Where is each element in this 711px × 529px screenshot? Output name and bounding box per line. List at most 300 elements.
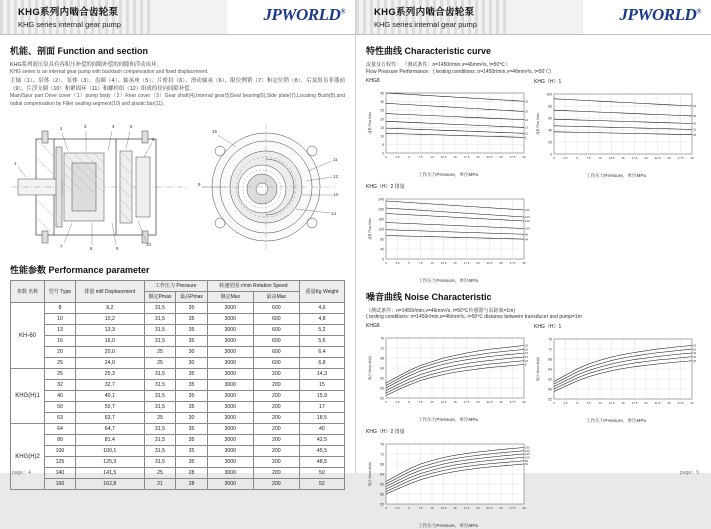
svg-text:50: 50 [693,347,697,352]
cell-p2: 28 [176,468,208,479]
svg-text:125: 125 [525,219,530,224]
svg-text:16: 16 [525,351,529,356]
svg-text:10: 10 [525,131,529,136]
th-displacement: 排量 ml/l Displacement [75,281,144,303]
svg-text:1: 1 [14,161,17,167]
svg-text:20: 20 [476,506,480,510]
chart-xlabel: 工作压力Pressure，单位MPa [586,418,646,423]
svg-text:10: 10 [430,261,434,265]
cell-p2: 35 [176,402,208,413]
chart-KHG(H)1-noise [534,323,698,424]
svg-text:60: 60 [380,376,384,381]
svg-text:100: 100 [525,455,530,460]
svg-text:76: 76 [380,336,384,341]
cell-series: KH-60 [11,303,45,369]
cell-n1: 3000 [207,358,253,369]
cell-n2: 600 [253,325,299,336]
th-pressure-rated: 额定Pmax [144,292,176,303]
left-page-body [0,35,355,490]
svg-text:25: 25 [693,358,697,363]
svg-text:10: 10 [525,358,529,363]
table-row [11,325,345,336]
cell-n2: 200 [253,424,299,435]
svg-text:40: 40 [548,128,552,133]
th-speed-rated: 额定Max [207,292,253,303]
svg-text:5: 5 [130,124,133,130]
svg-text:12.5: 12.5 [440,400,447,404]
svg-text:100: 100 [525,226,530,231]
cell-w: 6,8 [299,358,344,369]
cell-n2: 600 [253,358,299,369]
cell-n1: 3000 [207,325,253,336]
cell-disp: 81,4 [75,435,144,446]
chart-KHG(H)2-noise [366,428,530,529]
svg-text:10: 10 [430,506,434,510]
cell-n1: 3000 [207,446,253,457]
svg-text:50: 50 [693,114,697,119]
table-row [11,402,345,413]
cell-type: 25 [45,358,76,369]
svg-text:64: 64 [525,237,529,242]
svg-text:68: 68 [380,356,384,361]
flow-condition-en: Flow Pressure Performance：( testing conditions: n=1450r/min,v=46mm²/s, t=50℃) [366,69,551,75]
svg-text:27.5: 27.5 [509,506,516,510]
svg-text:0: 0 [385,400,387,404]
svg-text:14: 14 [331,211,336,217]
svg-text:2.5: 2.5 [563,401,568,405]
performance-parameter-table [10,280,345,490]
th-weight: 重量Kg Weight [299,281,344,303]
svg-text:15: 15 [621,401,625,405]
chart-xlabel: 工作压力Pressure，单位MPa [586,173,646,178]
svg-text:10: 10 [430,400,434,404]
chart-title: KHG（H）1 [534,79,562,85]
svg-text:52: 52 [380,502,384,507]
brand-logo [263,5,345,25]
section-title-noise: 噪音曲线 Noise Characteristic [366,292,492,302]
svg-text:22.5: 22.5 [486,506,493,510]
cell-disp: 32,7 [75,380,144,391]
svg-text:15: 15 [453,261,457,265]
svg-text:56: 56 [380,492,384,497]
cell-n1: 3000 [207,413,253,424]
technical-drawing-area [10,113,345,261]
chart-title: KHG8 [366,78,380,84]
svg-text:25: 25 [693,132,697,137]
svg-text:76: 76 [380,442,384,447]
cell-type: 16 [45,336,76,347]
svg-text:5: 5 [408,155,410,159]
th-speed-max: 最高Max [253,292,299,303]
cell-p1: 31,5 [144,402,176,413]
cell-n1: 3000 [207,369,253,380]
section-title-function: 机能、剖面 Function and section [10,46,149,56]
header-title-en: KHG series internal gear pump [18,20,121,29]
svg-text:20: 20 [644,401,648,405]
svg-text:12.5: 12.5 [440,506,447,510]
brand-text-right: JPWORLD [619,5,697,24]
svg-text:64: 64 [525,462,529,467]
cell-n1: 3000 [207,435,253,446]
noise-condition-en: ( testing conditions: n=1450r/min,v=46mm²/s, t=50℃ distance between transducer and pump=1m [366,314,582,320]
paragraph-3: 主轴（1）、泵体（2）、泵体（3）、齿圈（4）、轴承座（5）、片密封（6）、滑动轴承（6）、限位例销（7）和定位销（8），后及组另非器前（9），片浮支圈（10）和紧固环（11）和螺栓组（12）组成的径向间隙补偿。 [10,77,345,92]
header-title-block-right [374,4,477,29]
svg-text:30: 30 [522,506,526,510]
svg-text:25: 25 [499,155,503,159]
cell-n1: 3000 [207,303,253,314]
cell-disp: 13,3 [75,325,144,336]
cell-type: 140 [45,468,76,479]
svg-text:27.5: 27.5 [509,400,516,404]
cell-type: 20 [45,347,76,358]
cell-disp: 25,3 [75,369,144,380]
cell-n1: 3000 [207,380,253,391]
cell-type: 125 [45,457,76,468]
svg-text:140: 140 [525,448,530,453]
svg-text:140: 140 [525,215,530,220]
svg-text:5: 5 [382,143,384,148]
svg-text:10: 10 [598,156,602,160]
chart-title: KHG（H）1 [534,324,562,330]
th-pressure: 工作压力 Pressure [144,281,207,292]
th-type: 型号 Type [45,281,76,303]
svg-text:68: 68 [548,357,552,362]
svg-text:35: 35 [380,91,384,96]
cell-p2: 35 [176,369,208,380]
cell-type: 63 [45,413,76,424]
cell-type: 64 [45,424,76,435]
svg-text:9: 9 [198,182,201,188]
svg-text:30: 30 [522,155,526,159]
cell-p2: 35 [176,336,208,347]
svg-text:120: 120 [378,227,384,232]
cell-p2: 35 [176,424,208,435]
svg-text:20: 20 [380,117,384,122]
chart-svg [366,191,530,277]
cell-w: 15 [299,380,344,391]
svg-text:15: 15 [380,125,384,130]
chart-xlabel: 工作压力Pressure，单位MPa [418,172,478,177]
table-header-row-1 [11,281,345,292]
chart-KHG8-noise [366,323,530,424]
svg-text:25: 25 [499,400,503,404]
svg-text:5: 5 [576,156,578,160]
table-row [11,468,345,479]
chart-svg [534,86,698,172]
table-row [11,457,345,468]
flow-charts-grid [366,78,701,284]
chart-title: KHG（H）2 排量 [366,184,405,190]
brand-logo-right [619,5,701,25]
svg-text:5: 5 [408,400,410,404]
cell-n2: 600 [253,347,299,358]
cell-p2: 35 [176,446,208,457]
svg-text:17.5: 17.5 [463,155,470,159]
table-row [11,413,345,424]
svg-text:2: 2 [60,126,63,132]
cell-disp: 100,1 [75,446,144,457]
cell-w: 45,5 [299,446,344,457]
cell-n1: 3000 [207,314,253,325]
chart-xlabel: 工作压力Pressure，单位MPa [418,417,478,422]
svg-text:56: 56 [548,387,552,392]
cell-w: 50 [299,468,344,479]
cell-p1: 31,5 [144,336,176,347]
svg-text:17.5: 17.5 [631,156,638,160]
svg-text:12.5: 12.5 [608,401,615,405]
cell-w: 4,8 [299,314,344,325]
svg-text:13: 13 [525,125,529,130]
svg-text:25: 25 [667,401,671,405]
svg-text:52: 52 [380,396,384,401]
svg-text:噪音 Noise db(A): 噪音 Noise db(A) [536,356,540,382]
cell-type: 13 [45,325,76,336]
svg-text:27.5: 27.5 [677,156,684,160]
svg-text:60: 60 [548,377,552,382]
right-page-header [356,0,711,35]
svg-text:15: 15 [453,506,457,510]
svg-text:6: 6 [152,137,155,143]
svg-text:20: 20 [476,400,480,404]
svg-text:10: 10 [598,401,602,405]
svg-text:64: 64 [380,472,384,477]
cell-p1: 31,5 [144,303,176,314]
cell-w: 48,5 [299,457,344,468]
flow-condition-cn: 流量及方程性： （测试条件：n=1450r/min,v=46mm²/s, t=50℃） [366,62,510,68]
table-row [11,380,345,391]
cell-type: 8 [45,303,76,314]
cell-type: 160 [45,479,76,490]
svg-text:25: 25 [380,108,384,113]
svg-text:7.5: 7.5 [418,155,423,159]
svg-text:100: 100 [546,92,552,97]
svg-text:12.5: 12.5 [440,155,447,159]
svg-text:32: 32 [693,127,697,132]
svg-text:5: 5 [576,401,578,405]
chart-KHG(H)2 [366,183,530,284]
cell-disp: 125,3 [75,457,144,468]
svg-text:20: 20 [525,347,529,352]
cell-disp: 40,1 [75,391,144,402]
cell-p2: 30 [176,413,208,424]
cell-disp: 50,7 [75,402,144,413]
svg-text:13: 13 [525,355,529,360]
svg-text:8: 8 [525,135,527,140]
svg-text:30: 30 [690,401,694,405]
svg-text:27.5: 27.5 [509,261,516,265]
svg-text:0: 0 [385,506,387,510]
cell-n1: 3000 [207,457,253,468]
svg-text:2.5: 2.5 [395,261,400,265]
svg-text:22.5: 22.5 [654,156,661,160]
cell-p1: 25 [144,347,176,358]
svg-text:40: 40 [693,121,697,126]
cell-w: 18,5 [299,413,344,424]
cell-p2: 35 [176,325,208,336]
cell-p1: 25 [144,468,176,479]
svg-text:64: 64 [380,366,384,371]
svg-text:7.5: 7.5 [418,400,423,404]
svg-text:30: 30 [522,261,526,265]
cell-p1: 31,5 [144,435,176,446]
right-page-number: page：5 [680,470,699,476]
svg-text:3: 3 [84,124,87,130]
chart-KHG(H)1 [534,78,698,179]
svg-text:7.5: 7.5 [418,261,423,265]
svg-text:80: 80 [525,458,529,463]
svg-text:12.5: 12.5 [608,156,615,160]
svg-text:20: 20 [476,155,480,159]
svg-text:27.5: 27.5 [677,401,684,405]
chart-svg [534,331,698,417]
svg-text:噪音 Noise db(A): 噪音 Noise db(A) [368,461,372,487]
cell-p2: 30 [176,358,208,369]
svg-text:160: 160 [378,217,384,222]
chart-title: KHG8 [366,323,380,329]
pump-section-drawing [12,117,188,257]
cell-p1: 25 [144,413,176,424]
cell-p2: 35 [176,380,208,391]
svg-text:12: 12 [333,174,338,180]
svg-text:15: 15 [621,156,625,160]
svg-text:22.5: 22.5 [486,261,493,265]
cell-p1: 31,5 [144,391,176,402]
cell-n2: 600 [253,336,299,347]
svg-text:0: 0 [553,156,555,160]
chart-svg [366,330,530,416]
svg-text:15: 15 [453,400,457,404]
chart-xlabel: 工作压力Pressure，单位MPa [418,523,478,528]
svg-text:68: 68 [380,462,384,467]
svg-text:30: 30 [690,156,694,160]
svg-text:63: 63 [693,104,697,109]
cell-type: 100 [45,446,76,457]
svg-text:20: 20 [644,156,648,160]
svg-text:30: 30 [522,400,526,404]
svg-text:63: 63 [693,343,697,348]
cell-p1: 31,5 [144,380,176,391]
chart-xlabel: 工作压力Pressure，单位MPa [418,278,478,283]
cell-type: 25 [45,369,76,380]
cell-w: 40 [299,424,344,435]
cell-p2: 28 [176,479,208,490]
table-row [11,314,345,325]
svg-text:25: 25 [525,343,529,348]
table-row [11,479,345,490]
cell-w: 42,5 [299,435,344,446]
svg-text:13: 13 [333,192,338,198]
svg-text:2.5: 2.5 [563,156,568,160]
table-row [11,303,345,314]
svg-text:10: 10 [380,134,384,139]
cell-w: 52 [299,479,344,490]
svg-text:0: 0 [385,261,387,265]
noise-condition-cn: （测试条件：n=1450r/min,v=46mm²/s, t=50℃传感器与泵距离=1m) [366,308,515,314]
pump-end-view-drawing [196,117,342,257]
svg-text:7.5: 7.5 [586,401,591,405]
svg-text:8: 8 [525,362,527,367]
svg-text:80: 80 [548,104,552,109]
header-title-block [18,4,121,29]
svg-text:0: 0 [382,151,384,156]
cell-p1: 31,5 [144,424,176,435]
svg-text:22.5: 22.5 [486,400,493,404]
paragraph-2: KHG series is an internal gear pump with backlash compensation and fixed displacement. [10,69,209,76]
cell-n1: 3000 [207,402,253,413]
cell-n2: 200 [253,402,299,413]
svg-text:20: 20 [525,109,529,114]
svg-text:64: 64 [548,367,552,372]
cell-p2: 30 [176,347,208,358]
th-speed: 转速范围 r/min Rotation Speed [207,281,299,292]
cell-disp: 8,2 [75,303,144,314]
cell-w: 5,6 [299,336,344,347]
cell-w: 5,2 [299,325,344,336]
svg-text:25: 25 [499,261,503,265]
svg-text:160: 160 [525,445,530,450]
svg-text:9: 9 [116,246,119,252]
paragraph-4: Main/Spur part Drive cover（1）pump body（2）Rear cover（3）Gear shaft(4),Internal gear(5)Seal bearing(6),Side plate(7),Locating Bush(8),and radial compensation by Filler sealing segment(10) and plastic bar(11). [10,93,345,107]
cell-w: 14,3 [299,369,344,380]
cell-n2: 200 [253,457,299,468]
svg-text:80: 80 [380,237,384,242]
svg-text:22.5: 22.5 [486,155,493,159]
cell-type: 50 [45,402,76,413]
paragraph-1: KHG系列液压泵具有容积压补偿的间隙补偿的间隙和浮动齿环。 [10,62,162,68]
svg-text:72: 72 [548,347,552,352]
right-page-body [356,35,711,529]
cell-p2: 35 [176,391,208,402]
brand-registered-right: ® [696,7,701,16]
table-row [11,358,345,369]
cell-p2: 35 [176,457,208,468]
svg-text:15: 15 [453,155,457,159]
cell-n2: 200 [253,369,299,380]
cell-disp: 63,7 [75,413,144,424]
cell-n1: 3000 [207,479,253,490]
noise-charts-grid [366,323,701,529]
chart-KHG8 [366,78,530,179]
cell-type: 10 [45,314,76,325]
svg-text:2.5: 2.5 [395,400,400,404]
table-row [11,446,345,457]
svg-text:22.5: 22.5 [654,401,661,405]
chart-title: KHG（H）2 排量 [366,429,405,435]
cell-p1: 31,5 [144,314,176,325]
cell-p1: 21 [144,479,176,490]
table-row [11,424,345,435]
cell-disp: 10,2 [75,314,144,325]
svg-text:2.5: 2.5 [395,155,400,159]
svg-text:流量 Flow l/min: 流量 Flow l/min [368,218,372,240]
svg-text:15: 15 [212,129,217,135]
svg-text:12.5: 12.5 [440,261,447,265]
cell-n2: 600 [253,314,299,325]
cell-n1: 3000 [207,336,253,347]
svg-text:80: 80 [525,232,529,237]
table-row [11,391,345,402]
svg-text:11: 11 [333,157,338,163]
cell-p1: 31,5 [144,325,176,336]
svg-text:60: 60 [548,116,552,121]
cell-n1: 3000 [207,424,253,435]
svg-text:7.5: 7.5 [586,156,591,160]
svg-text:17.5: 17.5 [631,401,638,405]
cell-p1: 31,5 [144,457,176,468]
cell-n2: 200 [253,391,299,402]
left-page-number: page：4 [12,470,31,476]
header-title-cn: KHG系列内啮合齿轮泵 [18,7,119,18]
